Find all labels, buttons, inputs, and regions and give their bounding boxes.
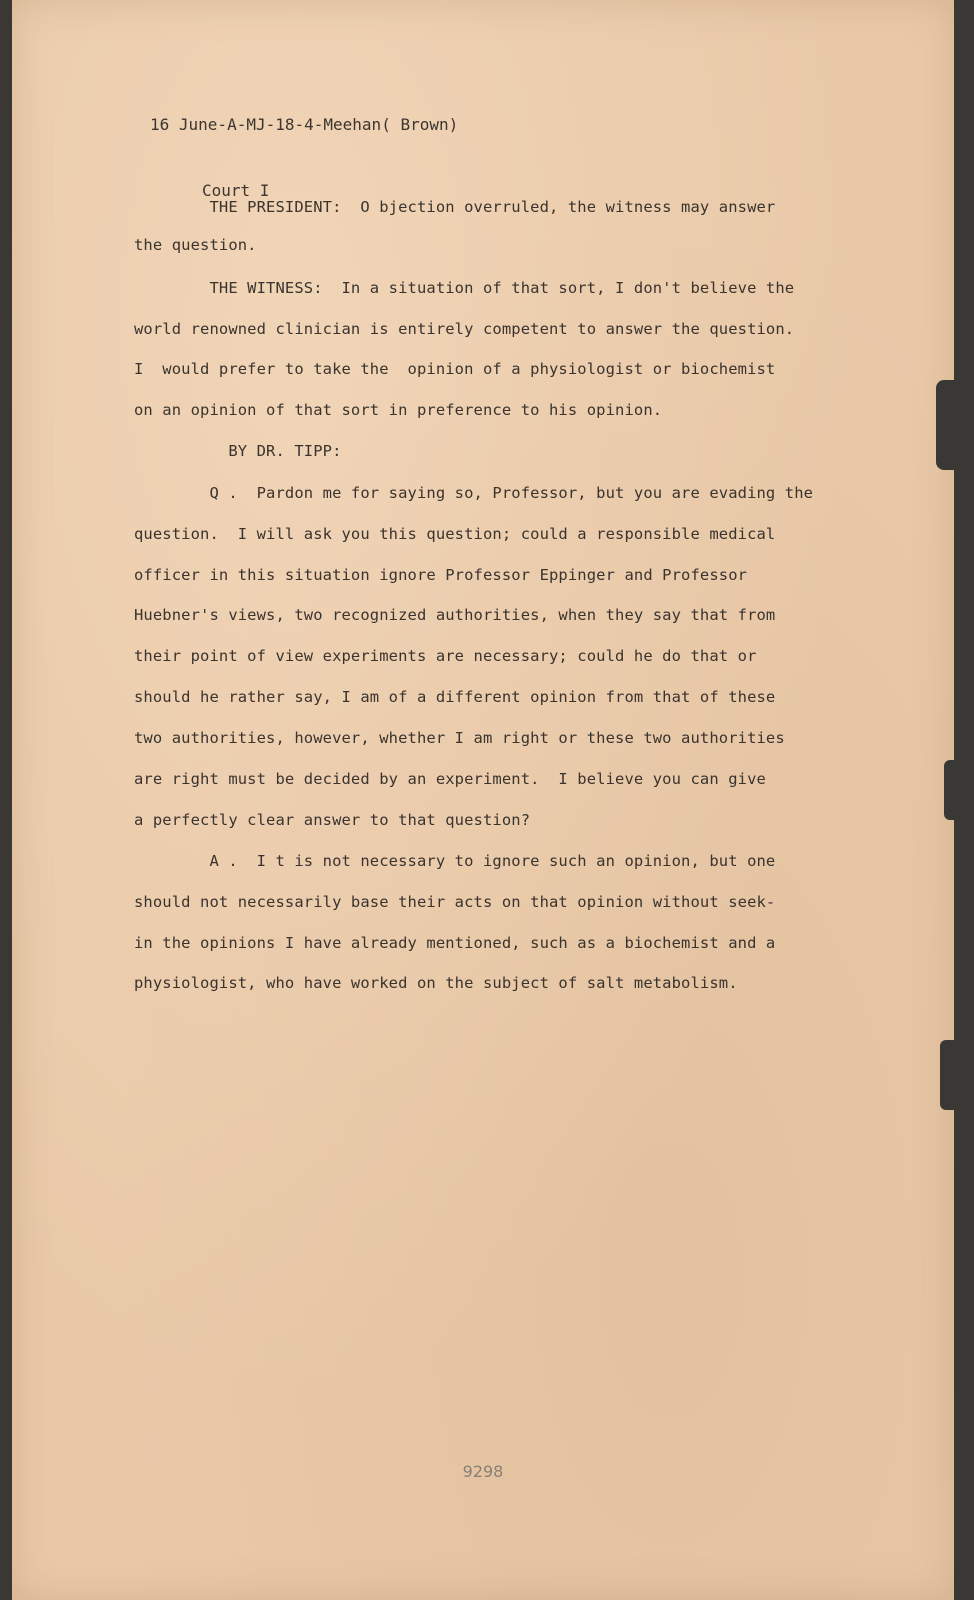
text-line: THE WITNESS: In a situation of that sort, I don't believe the: [134, 279, 795, 297]
text-line: on an opinion of that sort in preference to his opinion.: [134, 401, 663, 419]
text-line: should not necessarily base their acts on that opinion without seek-: [134, 893, 776, 911]
torn-edge: [940, 1040, 954, 1110]
text-line: world renowned clinician is entirely competent to answer the question.: [134, 320, 795, 338]
torn-edge: [944, 760, 954, 820]
text-line: THE PRESIDENT: O bjection overruled, the witness may answer: [134, 198, 776, 216]
document-header: [150, 70, 458, 246]
text-line: Q . Pardon me for saying so, Professor, but you are evading the: [134, 484, 814, 502]
text-line: are right must be decided by an experiment. I believe you can give: [134, 770, 766, 788]
text-line: their point of view experiments are necessary; could he do that or: [134, 647, 757, 665]
header-court: Court I: [202, 181, 270, 200]
text-line: Huebner's views, two recognized authorities, when they say that from: [134, 606, 776, 624]
text-line: I would prefer to take the opinion of a physiologist or biochemist: [134, 360, 776, 378]
text-line: officer in this situation ignore Professor Eppinger and Professor: [134, 566, 748, 584]
header-reference: 16 June-A-MJ-18-4-Meehan( Brown): [150, 115, 459, 134]
text-line: should he rather say, I am of a different opinion from that of these: [134, 688, 776, 706]
text-line: two authorities, however, whether I am right or these two authorities: [134, 729, 785, 747]
document-page: [12, 0, 954, 1600]
text-line: the question.: [134, 236, 257, 254]
torn-edge: [936, 380, 954, 470]
text-line: in the opinions I have already mentioned, such as a biochemist and a: [134, 934, 776, 952]
text-line: physiologist, who have worked on the subject of salt metabolism.: [134, 974, 738, 992]
text-line: A . I t is not necessary to ignore such an opinion, but one: [134, 852, 776, 870]
text-line: question. I will ask you this question; could a responsible medical: [134, 525, 776, 543]
page-number: 9298: [462, 1462, 504, 1481]
text-line: a perfectly clear answer to that question?: [134, 811, 531, 829]
text-line: BY DR. TIPP:: [134, 442, 342, 460]
